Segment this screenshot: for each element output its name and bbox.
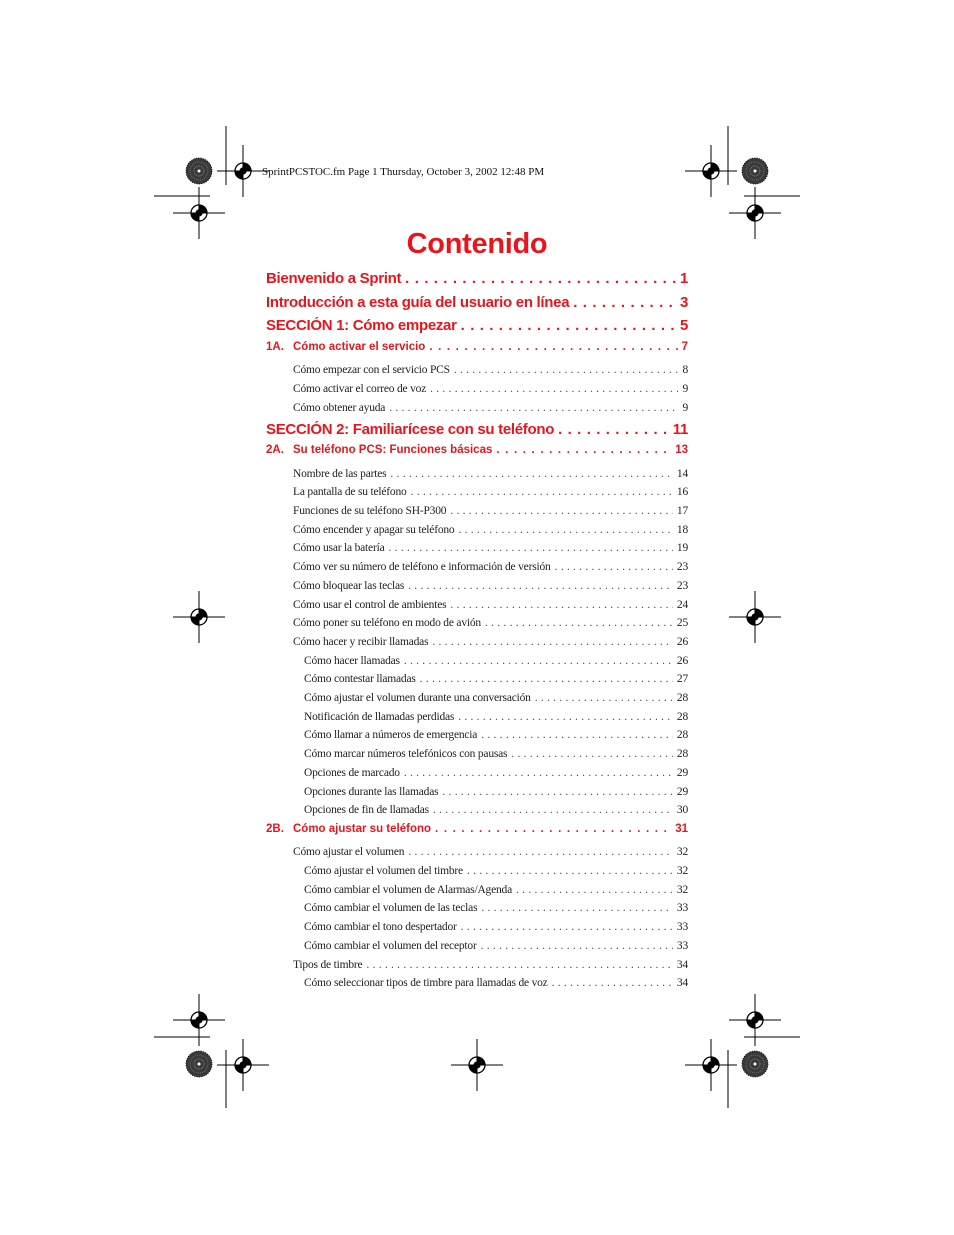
toc-entry-label: Su teléfono PCS: Funciones básicas	[293, 444, 493, 456]
toc-chapter-number: 2B.	[266, 823, 284, 835]
toc-page-number: 28	[676, 729, 688, 741]
toc-entry-label: Cómo seleccionar tipos de timbre para llamadas de voz	[304, 977, 548, 989]
dot-leader	[450, 505, 673, 517]
toc-entry-label: Cómo ajustar su teléfono	[293, 823, 432, 835]
toc-entry[interactable]	[293, 599, 688, 615]
dot-leader	[430, 383, 678, 395]
toc-entry[interactable]	[304, 655, 688, 671]
dot-leader	[558, 421, 669, 438]
toc-chapter-number: 2A.	[266, 444, 284, 456]
toc-entry-label: Cómo activar el servicio	[293, 341, 426, 353]
dot-leader	[408, 846, 673, 858]
toc-entry-label: Cómo poner su teléfono en modo de avión	[293, 617, 481, 629]
toc-entry[interactable]	[293, 617, 688, 633]
toc-entry[interactable]	[266, 444, 688, 460]
toc-entry-label: SECCIÓN 1: Cómo empezar	[266, 317, 457, 334]
toc-page-number: 32	[676, 865, 688, 877]
dot-leader	[408, 580, 673, 592]
toc-page-number: 24	[676, 599, 688, 611]
toc-entry-label: La pantalla de su teléfono	[293, 486, 407, 498]
toc-page-number: 27	[676, 673, 688, 685]
dot-leader	[485, 617, 673, 629]
toc-entry-label: SECCIÓN 2: Familiarícese con su teléfono	[266, 421, 555, 438]
toc-entry[interactable]	[304, 884, 688, 900]
toc-entry[interactable]	[304, 804, 688, 820]
dot-leader	[481, 940, 673, 952]
toc-entry-label: Cómo usar el control de ambientes	[293, 599, 447, 611]
page-title: Contenido	[406, 228, 548, 260]
toc-entry[interactable]	[293, 402, 688, 418]
dot-leader	[420, 673, 673, 685]
file-info-slug: SprintPCSTOC.fm Page 1 Thursday, October 3, 2002 12:48 PM	[262, 166, 545, 178]
dot-leader	[481, 729, 673, 741]
toc-entry-label: Opciones de fin de llamadas	[304, 804, 429, 816]
dot-leader	[454, 364, 679, 376]
toc-page-number: 23	[676, 580, 688, 592]
toc-entry[interactable]	[293, 561, 688, 577]
toc-entry-label: Cómo cambiar el volumen del receptor	[304, 940, 477, 952]
toc-entry-label: Bienvenido a Sprint	[266, 270, 402, 287]
dot-leader	[481, 902, 673, 914]
dot-leader	[433, 804, 673, 816]
dot-leader	[516, 884, 673, 896]
toc-entry[interactable]	[304, 977, 688, 993]
toc-page-number: 14	[676, 468, 688, 480]
toc-page-number: 11	[672, 421, 688, 438]
toc-entry-label: Cómo ver su número de teléfono e información de versión	[293, 561, 551, 573]
toc-entry[interactable]	[304, 711, 688, 727]
toc-page-number: 26	[676, 636, 688, 648]
dot-leader	[389, 402, 678, 414]
toc-entry-label: Introducción a esta guía del usuario en línea	[266, 294, 570, 311]
toc-page-number: 9	[682, 402, 688, 414]
dot-leader	[442, 786, 673, 798]
dot-leader	[411, 486, 673, 498]
toc-entry-label: Nombre de las partes	[293, 468, 387, 480]
toc-page-number: 9	[682, 383, 688, 395]
toc-page-number: 8	[682, 364, 688, 376]
dot-leader	[461, 921, 673, 933]
toc-page-number: 32	[676, 846, 688, 858]
dot-leader	[404, 767, 673, 779]
toc-entry-label: Cómo llamar a números de emergencia	[304, 729, 478, 741]
toc-entry[interactable]	[293, 524, 688, 540]
toc-page-number: 13	[675, 444, 688, 456]
dot-leader	[366, 959, 672, 971]
toc-entry[interactable]	[293, 364, 688, 380]
toc-entry-label: Cómo ajustar el volumen	[293, 846, 405, 858]
toc-entry-label: Cómo usar la batería	[293, 542, 385, 554]
toc-entry[interactable]	[304, 865, 688, 881]
toc-entry[interactable]	[304, 902, 688, 918]
toc-entry[interactable]	[304, 940, 688, 956]
toc-page-number: 19	[676, 542, 688, 554]
dot-leader	[535, 692, 673, 704]
dot-leader	[555, 561, 673, 573]
toc-entry[interactable]	[293, 846, 688, 862]
toc-page-number: 28	[676, 692, 688, 704]
toc-entry-label: Tipos de timbre	[293, 959, 363, 971]
toc-entry-label: Cómo cambiar el tono despertador	[304, 921, 457, 933]
toc-page-number: 33	[676, 940, 688, 952]
toc-entry-label: Cómo cambiar el volumen de las teclas	[304, 902, 478, 914]
dot-leader	[404, 655, 673, 667]
toc-entry[interactable]	[266, 823, 688, 839]
toc-page-number: 26	[676, 655, 688, 667]
toc-entry-label: Cómo activar el correo de voz	[293, 383, 427, 395]
toc-entry[interactable]	[293, 542, 688, 558]
toc-page-number: 30	[676, 804, 688, 816]
toc-entry[interactable]	[304, 767, 688, 783]
toc-entry[interactable]	[266, 294, 688, 314]
dot-leader	[573, 294, 676, 311]
toc-entry-label: Funciones de su teléfono SH-P300	[293, 505, 447, 517]
dot-leader	[511, 748, 673, 760]
toc-page-number: 17	[676, 505, 688, 517]
toc-entry-label: Cómo obtener ayuda	[293, 402, 386, 414]
toc-entry-label: Opciones de marcado	[304, 767, 400, 779]
toc-page-number: 31	[675, 823, 688, 835]
toc-entry-label: Cómo ajustar el volumen durante una conversación	[304, 692, 531, 704]
toc-page-number: 29	[676, 767, 688, 779]
toc-entry-label: Notificación de llamadas perdidas	[304, 711, 455, 723]
toc-entry[interactable]	[293, 959, 688, 975]
toc-page-number: 28	[676, 711, 688, 723]
toc-page-number: 7	[681, 341, 688, 353]
toc-page-number: 1	[679, 270, 688, 287]
dot-leader	[461, 317, 676, 334]
toc-entry[interactable]	[304, 673, 688, 689]
toc-entry[interactable]	[266, 341, 688, 357]
toc-page-number: 33	[676, 902, 688, 914]
toc-entry-label: Cómo encender y apagar su teléfono	[293, 524, 455, 536]
dot-leader	[429, 341, 677, 353]
toc-entry-label: Cómo marcar números telefónicos con pausas	[304, 748, 508, 760]
toc-entry[interactable]	[304, 692, 688, 708]
toc-entry[interactable]	[293, 383, 688, 399]
toc-chapter-number: 1A.	[266, 341, 284, 353]
toc-entry[interactable]	[293, 486, 688, 502]
toc-page-number: 23	[676, 561, 688, 573]
toc-entry[interactable]	[266, 317, 688, 337]
dot-leader	[496, 444, 671, 456]
toc-entry[interactable]	[266, 421, 688, 441]
toc-entry-label: Opciones durante las llamadas	[304, 786, 439, 798]
toc-entry-label: Cómo hacer y recibir llamadas	[293, 636, 429, 648]
dot-leader	[435, 823, 671, 835]
dot-leader	[467, 865, 673, 877]
toc-page-number: 32	[676, 884, 688, 896]
toc-page-number: 18	[676, 524, 688, 536]
dot-leader	[458, 711, 673, 723]
toc-entry-label: Cómo cambiar el volumen de Alarmas/Agenda	[304, 884, 513, 896]
toc-entry-label: Cómo hacer llamadas	[304, 655, 400, 667]
dot-leader	[432, 636, 673, 648]
toc-page-number: 5	[679, 317, 688, 334]
toc-page-number: 29	[676, 786, 688, 798]
toc-entry[interactable]	[293, 636, 688, 652]
toc-entry[interactable]	[304, 729, 688, 745]
toc-page-number: 25	[676, 617, 688, 629]
dot-leader	[450, 599, 672, 611]
dot-leader	[388, 542, 672, 554]
toc-entry-label: Cómo empezar con el servicio PCS	[293, 364, 450, 376]
toc-entry[interactable]	[304, 748, 688, 764]
dot-leader	[552, 977, 673, 989]
toc-page-number: 34	[676, 977, 688, 989]
dot-leader	[405, 270, 676, 287]
toc-page-number: 34	[676, 959, 688, 971]
toc-entry[interactable]	[293, 505, 688, 521]
toc-entry[interactable]	[266, 270, 688, 290]
dot-leader	[390, 468, 672, 480]
toc-page-number: 28	[676, 748, 688, 760]
toc-entry-label: Cómo bloquear las teclas	[293, 580, 405, 592]
toc-entry[interactable]	[293, 468, 688, 484]
toc-entry-label: Cómo contestar llamadas	[304, 673, 416, 685]
toc-entry-label: Cómo ajustar el volumen del timbre	[304, 865, 463, 877]
toc-entry[interactable]	[304, 921, 688, 937]
toc-page-number: 3	[679, 294, 688, 311]
toc-entry[interactable]	[304, 786, 688, 802]
toc-page-number: 33	[676, 921, 688, 933]
toc-entry[interactable]	[293, 580, 688, 596]
toc-page-number: 16	[676, 486, 688, 498]
dot-leader	[458, 524, 672, 536]
